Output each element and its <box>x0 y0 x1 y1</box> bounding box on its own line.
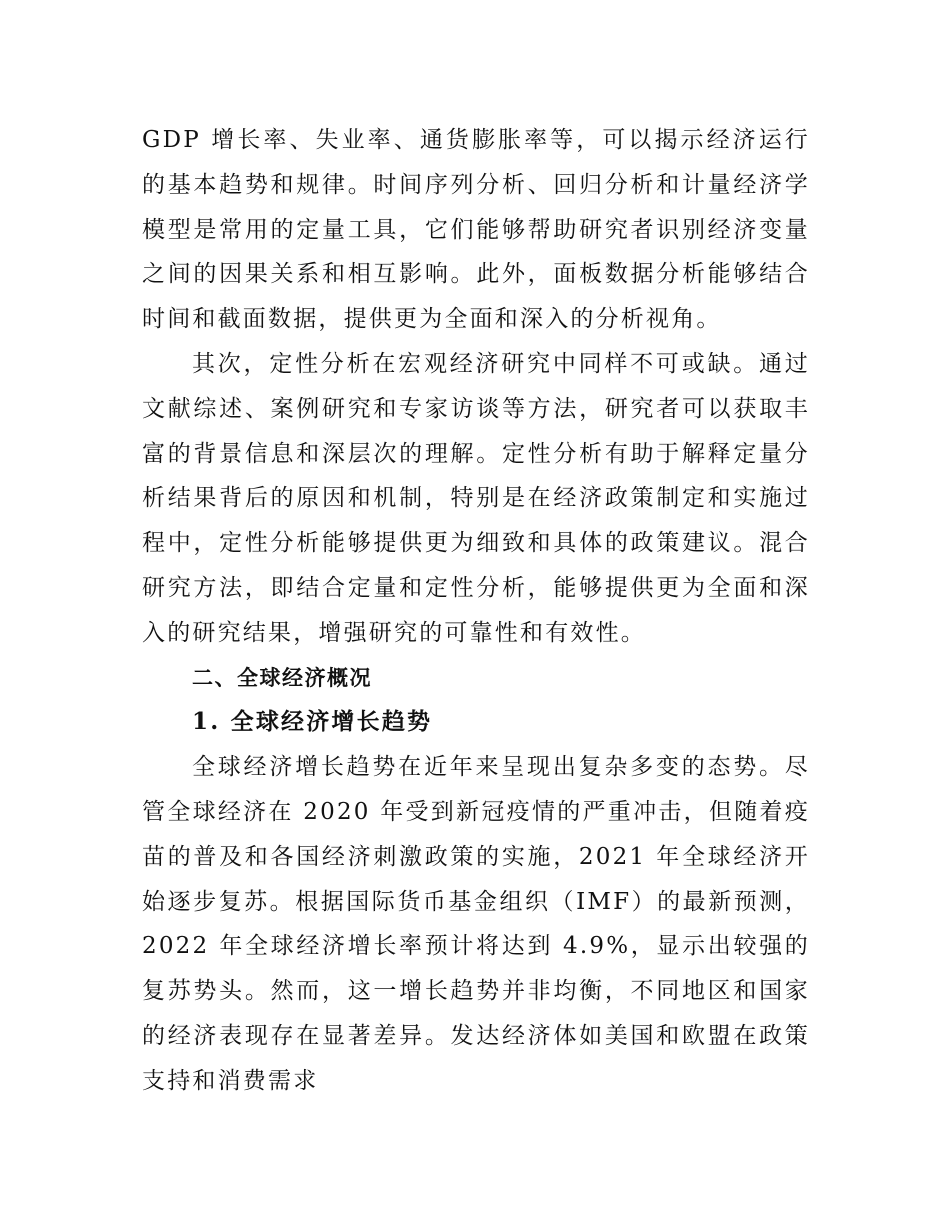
paragraph-global-growth: 全球经济增长趋势在近年来呈现出复杂多变的态势。尽管全球经济在 2020 年受到新冠疫情的严重冲击，但随着疫苗的普及和各国经济刺激政策的实施，2021 年全球经济开始逐步复苏。根据国际货币基金组织（IMF）的最新预测，2022 年全球经济增长率预计将达到 4.9%，显示出较强的复苏势头。然而，这一增长趋势并非均衡，不同地区和国家的经济表现存在显著差异。发达经济体如美国和欧盟在政策支持和消费需求 <box>142 754 810 1094</box>
subsection-heading: 1. 全球经济增长趋势 <box>192 708 433 736</box>
paragraph-qualitative-methods: 其次，定性分析在宏观经济研究中同样不可或缺。通过文献综述、案例研究和专家访谈等方法，研究者可以获取丰富的背景信息和深层次的理解。定性分析有助于解释定量分析结果背后的原因和机制，特别是在经济政策制定和实施过程中，定性分析能够提供更为细致和具体的政策建议。混合研究方法，即结合定量和定性分析，能够提供更为全面和深入的研究结果，增强研究的可靠性和有效性。 <box>142 350 810 646</box>
section-heading: 二、全球经济概况 <box>192 665 372 690</box>
paragraph-quantitative-methods: GDP 增长率、失业率、通货膨胀率等，可以揭示经济运行的基本趋势和规律。时间序列分析、回归分析和计量经济学模型是常用的定量工具，它们能够帮助研究者识别经济变量之间的因果关系和相互影响。此外，面板数据分析能够结合时间和截面数据，提供更为全面和深入的分析视角。 <box>142 127 810 333</box>
document-page <box>142 118 810 1104</box>
